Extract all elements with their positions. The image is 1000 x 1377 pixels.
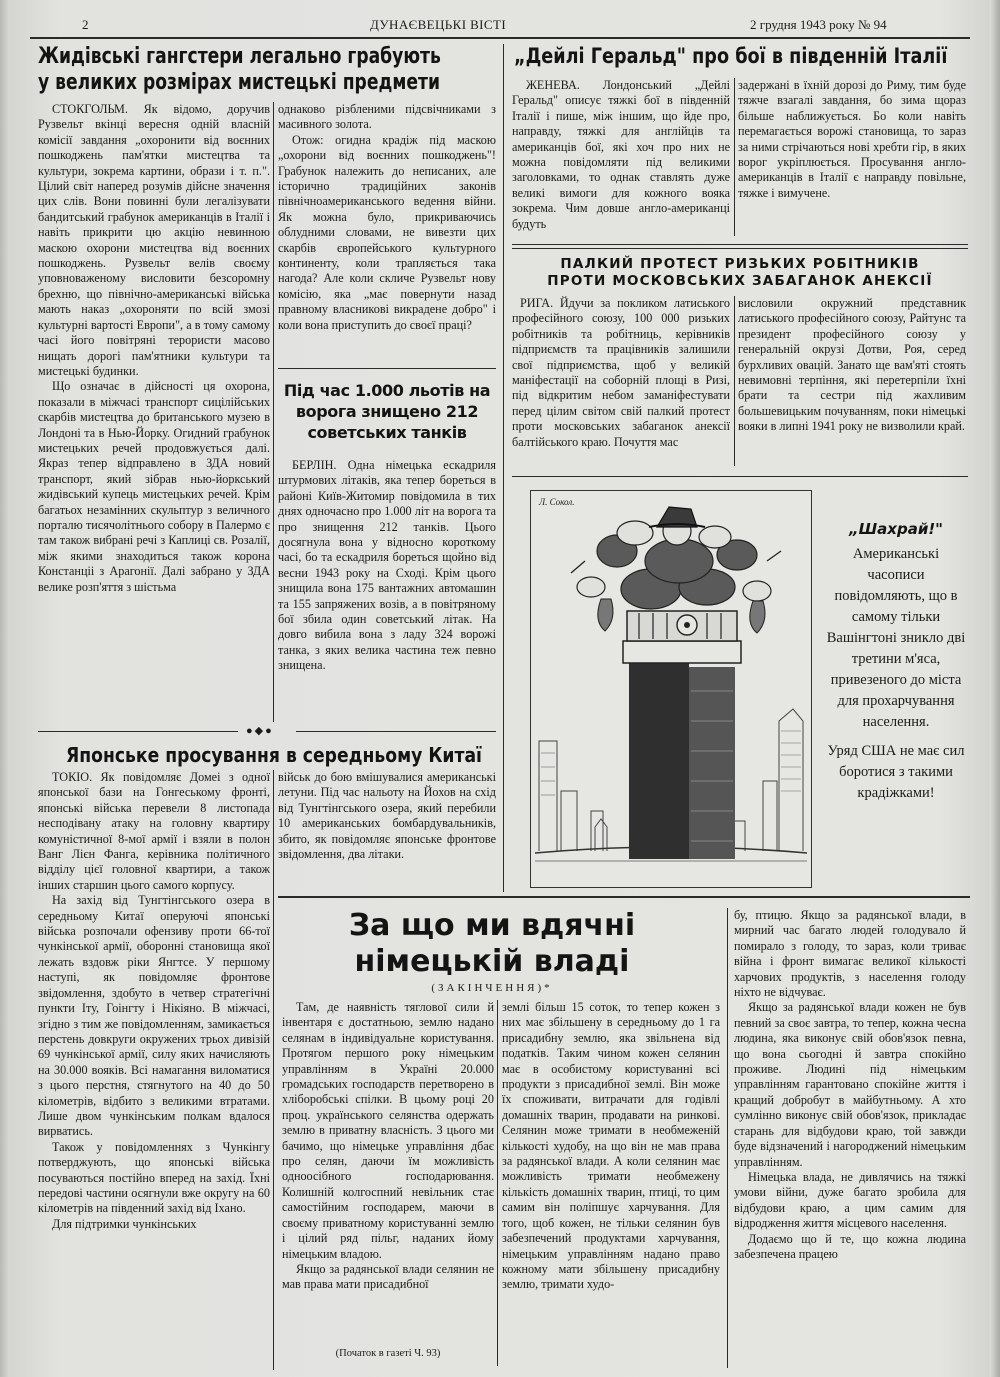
article-grateful-col2: [502, 1000, 720, 1370]
paragraph: ТОКІО. Як повідомляє Домеі з одної японської бази на Гонгеському фронті, японські війська перевели 8 листопада несподівану атаку на головну квартиру комуністичної 8-мої армії і взяли в полон Ванг Лієн Фанга, керівника політичного відділу цієї головної квартири, а також інших старшин цього самого корпусу.: [38, 770, 270, 892]
masthead-rule: [30, 37, 970, 39]
headline-line-1: За що ми вдячні: [348, 908, 636, 943]
article-herald-headline: [514, 44, 964, 74]
paragraph: військ до бою вмішувалися американські летуни. Під час нальоту на Йохов на схід від Тунгтінгського озера, який перебили 10 американських бомбардувальників, збито, як повідомляє японське фронтове звідомлення, два літаки.: [278, 770, 496, 862]
paragraph: БЕРЛІН. Одна німецька ескадриля штурмових літаків, яка тепер бореться в районі Київ-Житомир повідомила в тих днях одночасно про 1.000 літ на ворога та про знищення 212 танків. Цього досягнула вона у відносно короткому часі, бо та ескадриля бореться щойно від весни 1943 року на Сході. Крім цього знищила вона 175 вантажних автомашин та 155 запряжених возів, а в повітряному бої збила один советський літак. На довго вибила вона з ладу 324 ворожі танка, з яких велика частина теж певно знищена.: [278, 458, 496, 673]
sidebar-swindler: [826, 520, 966, 860]
article-herald-col2: [738, 78, 966, 240]
ornament-divider: [512, 241, 968, 253]
paragraph: СТОКГОЛЬМ. Як відомо, доручив Рузвельт вкінці вересня одній власній комісії завдання „охоронити від воєнних пошкоджень пам'ятки мистецтва та культури, зокрема картини, образи і т. п.". Цілий світ наперед розумів дійсне значення цих слів. Вони повинні були легалізувати бандитський грабунок американців в Італії і навіть прикрити цю акцію невинною маскою охорони мистецтва від воєнних пошкоджень. Рузвельт велів своєму уповноваженому висловити безсоромну брехню, що північно-американські війська мають наказ „охороняти по всій змозі культурні вартості Европи", а в тому самому часі його повітряні терористи масово нищать дорогі пам'ятники культури та мистецькі будинки.: [38, 102, 270, 378]
section-rule: [512, 476, 968, 477]
paragraph: Німецька влада, не дивлячись на тяжкі умови війни, дуже багато зробила для відбудови краю, а цим самим для відродження життя місцевого населення.: [734, 1169, 966, 1231]
article-tanks-body: [278, 458, 496, 720]
left-page-edge: [0, 0, 10, 1377]
paragraph: Якщо за радянської влади селянин не мав права мати присадибної: [282, 1261, 494, 1292]
headline-line-2: німецькій владі: [354, 944, 630, 979]
article-grateful-col3: [734, 908, 966, 1370]
article-grateful-headline: [282, 908, 702, 986]
sidebar-body-2: Уряд США не має сил боротися з такими крадіжками!: [827, 743, 965, 801]
column-rule: [503, 44, 504, 892]
article-japan-col1: [38, 770, 270, 1375]
paragraph: однаково різбленими підсвічниками з масивного золота.: [278, 102, 496, 132]
ornament-divider: [38, 724, 496, 740]
paragraph: бу, птицю. Якщо за радянської влади, в мирний час багато людей голодувало й помирало з голоду, то зараз, коли триває війна і фронт вимагає великої кількості харчових продуктів, з населення голоду ніхто не відчуває.: [734, 908, 966, 1000]
column-rule: [273, 770, 274, 1370]
article-japan-col2: [278, 770, 496, 890]
page-number: 2: [82, 17, 89, 32]
headline-line-2: ворога знищено 212: [295, 402, 479, 421]
article-gangsters-col2: [278, 102, 496, 378]
paragraph: Якщо за радянської влади кожен не був певний за своє завтра, то тепер, кожна чесна людина, яка виконує свій обов'язок певна, що вона сьогодні й завтра спокійно проживе. Людині під німецьким управлінням гарантовано спокійне життя і кращий добробут в майбутньому. А хто сумлінно виконує свій обов'язок, прикладає старань для відбудови краю, той завжди буде відзначений і нагороджений німецьким управлінням.: [734, 1000, 966, 1169]
paper-name: ДУНАЄВЕЦЬКІ ВІСТІ: [370, 17, 507, 32]
cartoon-signature: Л. Сокол.: [539, 497, 575, 507]
paragraph: Отож: огидна крадіж під маскою „охорони від воєнних пошкоджень"! Грабунок належить до неписаних, але історично традиційних законів північноамериканського ведення війни. Як можна було, прикриваючись облудними словами, не вивезти цих скарбів європейського культурного континенту, коли трапляється така нагода? Але коли скличе Рузвельт нову комісію, яка „має повернути назад правному власникові викрадене добро" і коли вона приступить до своєї праці?: [278, 132, 496, 332]
headline-line-1: Під час 1.000 льотів на: [283, 381, 491, 400]
article-grateful-subtitle: (ЗАКІНЧЕННЯ)*: [431, 982, 553, 994]
article-herald-col1: [512, 78, 730, 240]
headline-line-1: ПАЛКИЙ ПРОТЕСТ РИЗЬКИХ РОБІТНИКІВ: [560, 256, 920, 272]
paragraph: На захід від Тунгтінгського озера в середньому Китаї оперуючі японські війська розпочали офензиву проти 66-тої чункінської армії, оборонні становища якої лежать вздовж ріки Янгтсе. У першому наступі, як повідомляє фронтове звідомлення, здобуто в четвер стратегічні пункти Іту, Гоінгту і Нікіяно. В міжчасі, згідно з тим же повідомленням, замикається перстень довкруги окружених трьох дивізій 69 чункінської армії, силу яких начисляють на 30.000 вояків. Всі намагання виломатися з цього перстня, стягнутого на 40 до 50 кілометрів, відбито з великими втратами. Лише двом чункінським полкам вдалося вирватись.: [38, 893, 270, 1139]
paragraph: висловили окружний представник латиського професійного союзу, Райтунс та президент професійного союзу у генеральній окрузі Дотви, Роя, серед бурхливих овацій. Занато ще вам'яті стоять невимовні терпіння, які перетерпіли їхні брати та сестри під жахливим большевицьким почуванням, поки німецькі вояки в липні 1941 року не визволили край.: [738, 296, 966, 434]
column-rule: [727, 908, 728, 1368]
paragraph: ЖЕНЕВА. Лондонський „Дейлі Геральд" описує тяжкі бої в південній Італії і пише, між іншим, що йде про, направду, тяжкі для англійців та американців бої, які хоч про них не можна повідомляти під великими заголовками, то однак ставлять дуже великі вимоги для кожного вояка зокрема. Чим довше англо-американці будуть: [512, 78, 730, 231]
article-riga-headline: [512, 256, 968, 296]
ornament-dots: ●◆●: [246, 725, 274, 737]
article-japan-headline: [66, 743, 486, 767]
headline-text: „Дейлі Геральд" про бої в південній Італії: [514, 44, 948, 68]
cartoon-drawing: [531, 491, 811, 887]
column-rule: [734, 78, 735, 236]
cartoon-illustration: [530, 490, 812, 888]
article-riga-col1: [512, 296, 730, 466]
article-gangsters-col1: [38, 102, 270, 730]
headline-line-3: советських танків: [307, 423, 467, 442]
column-rule: [497, 1000, 498, 1366]
paragraph: задержані в їхній дорозі до Риму, тим буде тяжче взагалі завдання, бо зима щораз більше наближується. Бо коли навіть перемагається ворожі становища, то зараз за ними стрічаються нові хребти гір, в яких ворог укріплюється. Просування англо-американців в Італії є направду повільне, тяжке і вимучене.: [738, 78, 966, 200]
section-rule: [278, 368, 496, 369]
paragraph: Що означає в дійсності ця охорона, показали в міжчасі транспорт сицілійських скарбів мистецтва до британського музею в Лондоні та в Нью-Йорку. Огидний грабунок мистецьких речей продовжується далі. Якраз тепер відправлено в ЗДА новий транспорт, який зібрав нью-йоркський жидівський купець мистецьких речей. Крім багатьох незамінних скульптур з величного порталю тисячолітнього собору в Палермо є там також вибрані речі з Каплиці св. Розалії, між якими знаходиться також корона Констанціі з Арагонії. Далі забрано у ЗДА велике розп'яття з шістьма: [38, 379, 270, 594]
article-riga-col2: [738, 296, 966, 466]
column-rule: [734, 296, 735, 466]
headline-line-1: Жидівські гангстери легально грабують: [38, 44, 441, 69]
issue-date: 2 грудня 1943 року № 94: [750, 17, 887, 32]
sidebar-title: „Шахрай!": [848, 520, 943, 538]
masthead: [0, 17, 1000, 35]
paragraph: Також у повідомленнях з Чункінгу потверджують, що японські війська посуваються постійно вперед на захід. Їхні передові частини осягнули вже округу на 60 кілометрів на південний захід від Іхано.: [38, 1139, 270, 1216]
sidebar-body: Американські часописи повідомляють, що в самому тільки Вашінгтоні зникло дві третини м'яса, привезеного до міста для прохарчування населення.: [826, 546, 966, 730]
paragraph: землі більш 15 соток, то тепер кожен з них має збільшену в середньому до 1 га присадибну землю, яка звільнена від податків. Таким чином кожен селянин має в особистому користуванні всі продукти з присадибної землі. Він може їх споживати, витрачати для годівлі домашніх тварин, продавати на ринкові. Селянин може тримати в необмеженій кількості худобу, на що він не мав права за радянської влади. А коли селянин має можливість тримати необмежену кількість домашніх тварин, птиці, то цим самим він поліпшує харчування. Для того, щоб кожен, не тільки селянин був забезпечений продуктами харчування, німецьким управлінням надано право кожному мати збільшену присадибну землю, тримати худо-: [502, 1000, 720, 1292]
article-grateful-col1: [282, 1000, 494, 1340]
article-gangsters-headline: [38, 44, 498, 102]
paragraph: РИГА. Йдучи за покликом латиського професійного союзу, 100 000 ризьких робітників та робітниць, керівників підприємств та працівників залишили свої підприємства, щоб у великій маніфестації на соборній площі в Ризі, під відкритим небом заманіфестувати перед цілим світом свій палкий протест проти московських забаганок анексії балтійського краю. Почуття мас: [512, 296, 730, 449]
article-grateful-footnote: (Початок в газеті Ч. 93): [335, 1348, 441, 1359]
paragraph: Там, де наявність тяглової сили й інвентаря є достатньою, землю надано селянам в індивідуальне користування. Протягом першого року німецьким управлінням в Україні 20.000 громадських господарств перетворено в хліборобські спілки. В цьому році 20 проц. українського селянства одержать землю в приватну власність. З цього ми бачимо, що німецьке управління дбає про селян, даючи їм можливість одноосібного господарювання. Колишній колгоспний невільник стає самостійним господарем, маючи в своєму приватному користуванні землю і цілий ряд пільг, наданих йому німецьким владою.: [282, 1000, 494, 1261]
column-rule: [273, 102, 274, 722]
paragraph: Для підтримки чункінських: [52, 1216, 197, 1231]
headline-line-2: у великих розмірах мистецькі предмети: [38, 70, 440, 95]
article-tanks-headline: [278, 380, 496, 452]
right-page-edge: [990, 0, 1000, 1377]
section-rule: [278, 896, 970, 898]
headline-line-2: ПРОТИ МОСКОВСЬКИХ ЗАБАГАНОК АНЕКСІЇ: [547, 273, 933, 289]
paragraph: Додаємо що й те, що кожна людина забезпечена працею: [734, 1231, 966, 1261]
headline-text: Японське просування в середньому Китаї: [66, 743, 482, 767]
